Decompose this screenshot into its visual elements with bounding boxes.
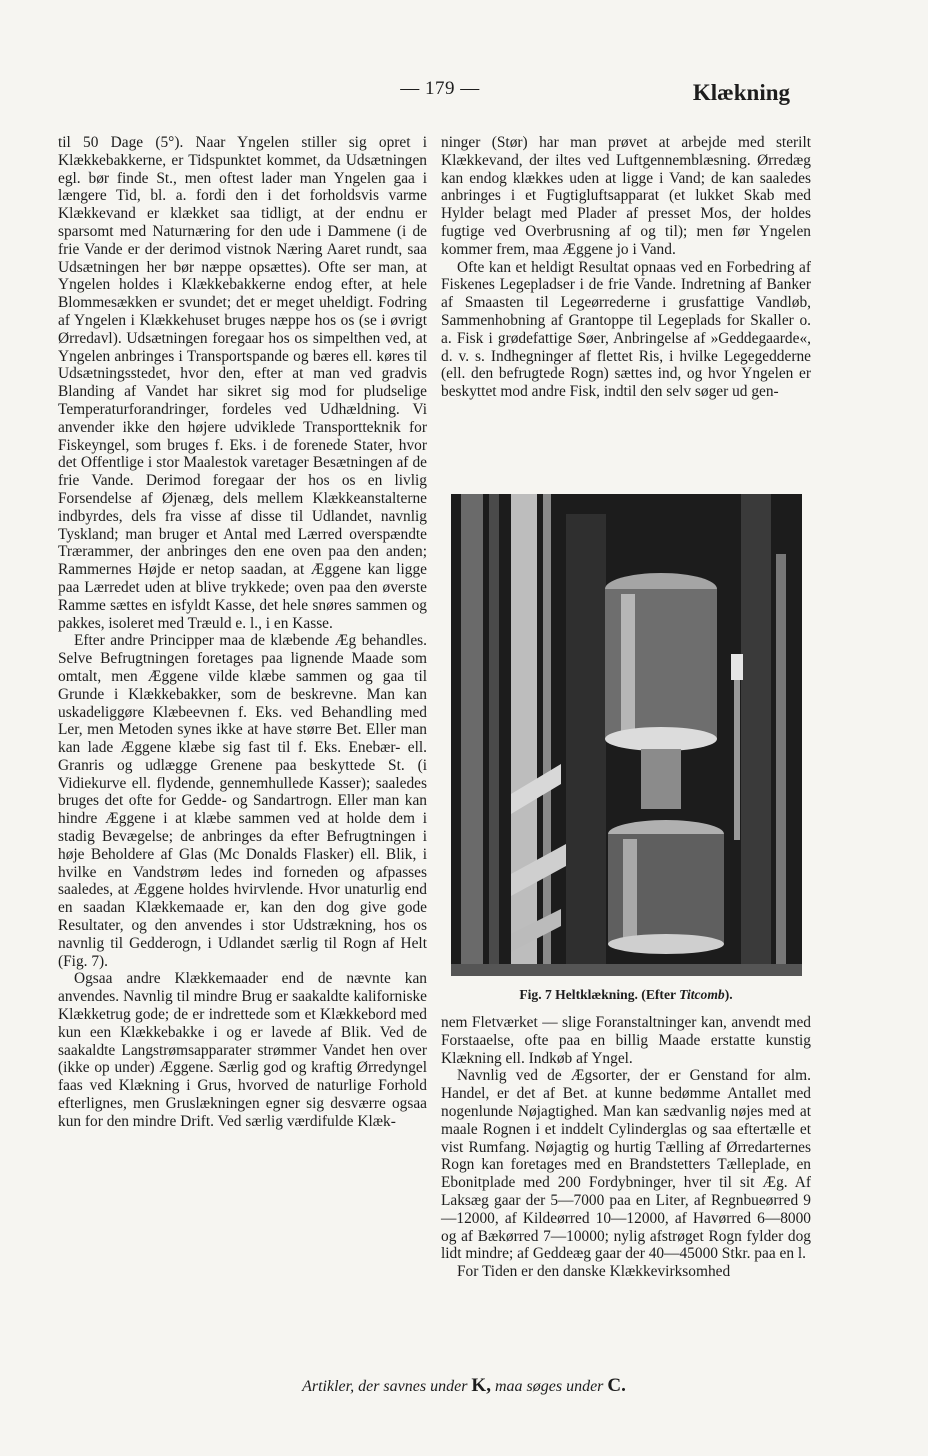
footer-middle: maa søges under (490, 1378, 608, 1395)
page-number: — 179 — (400, 78, 480, 99)
caption-text: Fig. 7 Heltklækning. (Efter (519, 987, 680, 1002)
paragraph: Ofte kan et heldigt Resultat opnaas ved en Forbedring af Fiskenes Legepladser i de frie Vande. Indretning af Banker af Smaasten til Legeørrederne i grusfattige Vandløb, Sammenhobning af Grantoppe til Legeplads for Skaller o. a. Fisk i grødefattige Søer, Anbringelse af »Geddegaarde«, d. v. s. Indhegninger af flettet Ris, i hvilke Legegedderne (ell. den befrugtede Rogn) sættes ind, og hvor Yngelen er beskyttet mod andre Fisk, indtil den selv søger ud gen- (441, 258, 811, 401)
paragraph: Navnlig ved de Ægsorter, der er Genstand for alm. Handel, er det af Bet. at kunne bedømme Antallet med nogenlunde Nøjagtighed. Man kan sædvanlig nøjes med at maale Rognen i et inddelt Cylinderglas og saa eftertælle et vist Rumfang. Nøjagtig og hurtig Tælling af Ørredarternes Rogn kan foretages med en Brandstetters Tælleplade, en Ebonitplade med 200 Fordybninger, hver til sit Æg. Af Laksæg gaar der 5—7000 paa en Liter, af Regnbueørred 9—12000, af Kildeørred 10—12000, af Havørred 6—8000 og af Bækørred 7—10000; nylig afstrøget Rogn fylder dog lidt mindre; af Geddeæg gaar der 40—45000 Stkr. paa en l. (441, 1067, 811, 1263)
caption-credit: Titcomb (679, 987, 725, 1002)
paragraph: Efter andre Principper maa de klæbende Æg behandles. Selve Befrugtningen foretages paa lignende Maade som omtalt, men Æggene vilde klæbe sammen og gaa til Grunde i Klækkebakker, som de beskrevne. Man kan uskadeliggøre Klæbeevnen f. Eks. ved Behandling med Ler, men Metoden synes ikke at have større Bet. Eller man kan lade Æggene klæbe sig fast til f. Eks. Enebær- ell. Granris og udlægge Grenene paa beskyttede St. (i Vidiekurve ell. flydende, gennemhullede Kasser); saaledes bruges det ofte for Gedde- og Sandartrogn. Eller man kan hindre Æggene i at klæbe sammen ved at holde dem i stadig Bevægelse; de anbringes da efter Befrugtningen i høje Beholdere af Glas (Mc Donalds Flasker) ell. Blik, i hvilke en Vandstrøm ledes ind forneden og afpasses saaledes, at Æggene holdes hvirvlende. Hvor unaturlig end en saadan Klækkemaade er, kan den dog give gode Resultater, og den anvendes i stor Udstrækning, hos os navnlig til Gedderogn, i Udlandet særlig til Rogn af Helt (Fig. 7). (58, 632, 427, 970)
figure-caption (441, 987, 811, 1003)
paragraph: til 50 Dage (5°). Naar Yngelen stiller sig opret i Klækkebakkerne, er Tidspunktet kommet, da Udsætningen egl. bør finde St., men oftest lader man Yngelen gaa i længere Tid, bl. a. fordi den i det forholdsvis varme Klækkevand er klækket saa tidligt, at der endnu er sparsomt med Naturnæring for den ude i Dammene (i de frie Vande er der derimod vistnok Næring Aaret rundt, saa Udsætningen her bør næppe opsættes). Ofte ser man, at Yngelen holdes i Klækkebakkerne endog efter, at hele Blommesækken er svundet; det er meget uheldigt. Fodring af Yngelen i Klækkehuset bruges næppe hos os (se i øvrigt Ørredavl). Udsætningen foregaar hos os simpelthen ved, at Yngelen anbringes i Transportspande og bæres ell. køres til Udsætningsstedet, hvor den, efter at man ved gradvis Blanding af Vandet har sikret sig mod for pludselige Temperaturforandringer, fordeles ved Udhældning. Vi anvender ikke den højere udviklede Transportteknik for Fiskeyngel, som bruges f. Eks. i de forenede Stater, hvor det Offentlige i stor Maalestok varetager Besætningen af de frie Vande. Derimod foregaar der hos os en livlig Forsendelse af Øjenæg, dels mellem Klækkeanstalterne indbyrdes, dels fra visse af disse til Udlandet, navnlig Tyskland; man bruger et Antal med Lærred overspændte Trærammer, der anbringes den ene oven paa den anden; Rammernes Højde er netop saadan, at Æggene kan ligge paa Lærredet uden at blive trykkede; oven paa den øverste Ramme sættes en isfyldt Kasse, det hele snøres sammen og pakkes, isoleret med Træuld e. l., i en Kasse. (58, 134, 427, 632)
right-column-top (441, 134, 811, 401)
paragraph: For Tiden er den danske Klækkevirksomhed (457, 1263, 731, 1281)
paragraph: nem Fletværket — slige Foranstaltninger kan, anvendt med Forstaaelse, ofte paa en billig Maade erstatte kunstig Klækning ell. Indkøb af Yngel. (441, 1014, 811, 1067)
right-column-bottom (441, 1014, 811, 1281)
footer-letter-c: C. (607, 1375, 626, 1396)
footer-prefix: Artikler, der savnes under (302, 1378, 472, 1395)
left-column (58, 134, 427, 1131)
caption-end: ). (724, 987, 733, 1002)
running-head: Klækning (692, 80, 790, 105)
footer-note (0, 1375, 928, 1397)
paragraph: ninger (Stør) har man prøvet at arbejde med sterilt Klækkevand, der iltes ved Luftgennemblæsning. Ørredæg kan endog klækkes uden at ligge i Vand; de kan saaledes anbringes i et Fugtigluftsapparat (et lukket Skab med Hylder belagt med Plader af presset Mos, der holdes fugtige ved Overbrusning af og til); men før Yngelen kommer frem, maa Æggene jo i Vand. (441, 134, 811, 258)
figure-photo (451, 494, 802, 976)
hatching-jars-illustration (451, 494, 802, 976)
footer-letter-k: K, (471, 1375, 491, 1396)
paragraph: Ogsaa andre Klækkemaader end de nævnte kan anvendes. Navnlig til mindre Brug er saakaldte kaliforniske Klækketrug gode; de er indrettede som et Klækkebord med kun een Klækkebakke i og er lavede af Blik. Ved de saakaldte Langstrømsapparater strømmer Vandet hen over (ikke op under) Æggene. Særlig god og kraftig Ørredyngel faas ved Klækning i Grus, hvorved de naturlige Forhold efterlignes, men Gruslækningen egner sig desværre ogsaa kun for den mindre Drift. Ved særlig værdifulde Klæk- (58, 970, 427, 1130)
